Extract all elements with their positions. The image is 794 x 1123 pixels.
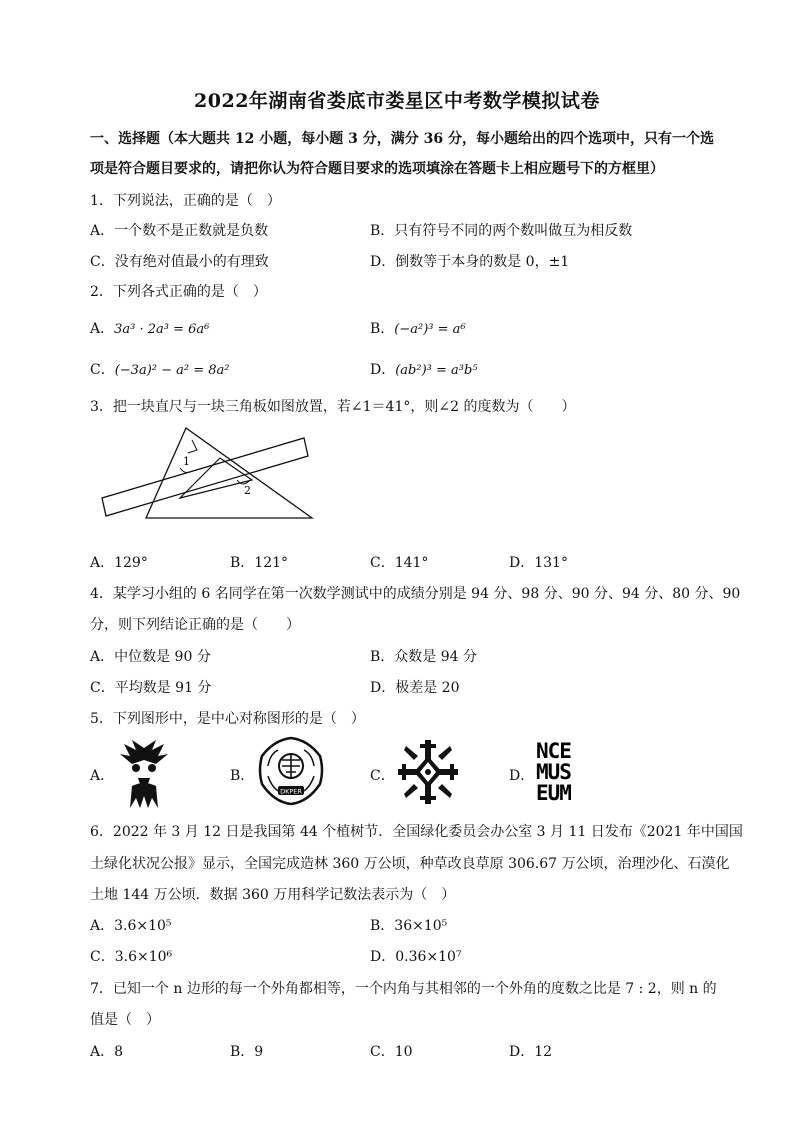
diamond-seal-icon [258, 736, 324, 806]
q6-option-c: C．3.6×10⁶ [90, 949, 173, 965]
q2-option-a [90, 318, 209, 338]
q1-option-c: C．没有绝对值最小的有理致 [90, 254, 269, 270]
q5-stem: 5．下列图形中，是中心对称图形的是（ ） [90, 711, 365, 727]
q2-option-b-expr: (−a²)³ = a⁶ [394, 322, 466, 337]
q4-option-a: A．中位数是 90 分 [90, 649, 211, 665]
q3-option-d: D．131° [509, 555, 568, 571]
mask-logo-icon [118, 738, 170, 810]
museum-logo-row1: NCE [536, 740, 571, 763]
q7-option-b: B．9 [230, 1044, 264, 1060]
angle1-label: 1 [183, 455, 190, 468]
big-triangle-shape [146, 428, 312, 518]
q2-option-c [90, 359, 230, 379]
seal-text: DKPER [280, 787, 302, 796]
q3-stem: 3．把一块直尺与一块三角板如图放置，若∠1＝41°，则∠2 的度数为（ ） [90, 399, 576, 415]
section-instructions-line2: 项是符合题目要求的，请把你认为符合题目要求的选项填涂在答题卡上相应题号下的方框里） [90, 161, 664, 177]
q1-option-a: A．一个数不是正数就是负数 [90, 223, 269, 239]
q4-option-b: B．众数是 94 分 [370, 649, 478, 665]
q7-option-c: C．10 [370, 1044, 413, 1060]
q1-stem: 1．下列说法，正确的是（ ） [90, 193, 281, 209]
q2-option-a-expr: 3a³ · 2a³ = 6a⁶ [114, 322, 210, 337]
q6-option-b: B．36×10⁵ [370, 918, 448, 934]
museum-logo-icon [536, 740, 600, 802]
q7-line2: 值是（ ） [90, 1012, 160, 1028]
q4-option-c: C．平均数是 91 分 [90, 680, 212, 696]
q2-option-d [370, 359, 478, 379]
q2-option-c-label: C． [90, 362, 115, 378]
ruler-shape [102, 438, 308, 516]
q6-option-a: A．3.6×10⁵ [90, 918, 172, 934]
q2-option-a-label: A． [90, 321, 115, 337]
q5-option-b-label: B． [230, 768, 255, 784]
museum-logo-row3: EUM [536, 781, 571, 802]
q6-line3: 土地 144 万公顷．数据 360 万用科学记数法表示为（ ） [90, 887, 456, 903]
q4-option-d: D．极差是 20 [370, 680, 460, 696]
q2-option-b-label: B． [370, 321, 395, 337]
q2-option-d-expr: (ab²)³ = a³b⁵ [395, 363, 478, 378]
museum-logo-row2: MUS [536, 760, 571, 784]
snowflake-pattern-icon [396, 738, 460, 806]
q6-option-d: D．0.36×10⁷ [370, 949, 462, 965]
q2-stem: 2．下列各式正确的是（ ） [90, 284, 267, 300]
section-instructions-line1: 一、选择题（本大题共 12 小题，每小题 3 分，满分 36 分，每小题给出的四个选项中，只有一个选 [90, 131, 714, 147]
q3-option-c: C．141° [370, 555, 429, 571]
right-angle-mark [188, 440, 197, 453]
q5-option-d-label: D． [509, 768, 535, 784]
q7-option-d: D．12 [509, 1044, 553, 1060]
q5-option-c-label: C． [370, 768, 395, 784]
q7-line1: 7．已知一个 n 边形的每一个外角都相等，一个内角与其相邻的一个外角的度数之比是 7 : 2，则 n 的 [90, 981, 717, 997]
q2-option-c-expr: (−3a)² − a² = 8a² [114, 363, 230, 378]
q3-option-b: B．121° [230, 555, 289, 571]
q7-option-a: A．8 [90, 1044, 124, 1060]
q4-line2: 分，则下列结论正确的是（ ） [90, 617, 300, 633]
page-title: 2022年湖南省娄底市娄星区中考数学模拟试卷 [194, 90, 600, 112]
q6-line2: 土绿化状况公报》显示，全国完成造林 360 万公顷，种草改良草原 306.67 万公顷，治理沙化、石漠化 [90, 856, 730, 872]
q1-option-d: D．倒数等于本身的数是 0，±1 [370, 254, 570, 270]
q4-line1: 4．某学习小组的 6 名同学在第一次数学测试中的成绩分别是 94 分、98 分、90 分、94 分、80 分、90 [90, 586, 741, 602]
q3-option-a: A．129° [90, 555, 148, 571]
q6-line1: 6．2022 年 3 月 12 日是我国第 44 个植树节．全国绿化委员会办公室 3 月 11 日发布《2021 年中国国 [90, 824, 743, 840]
q1-option-b: B．只有符号不同的两个数叫做互为相反数 [370, 223, 633, 239]
q2-option-b [370, 318, 466, 338]
ruler-triangle-figure [100, 418, 330, 528]
angle2-label: 2 [244, 484, 251, 497]
q2-option-d-label: D． [370, 362, 396, 378]
q5-option-a-label: A． [90, 768, 115, 784]
